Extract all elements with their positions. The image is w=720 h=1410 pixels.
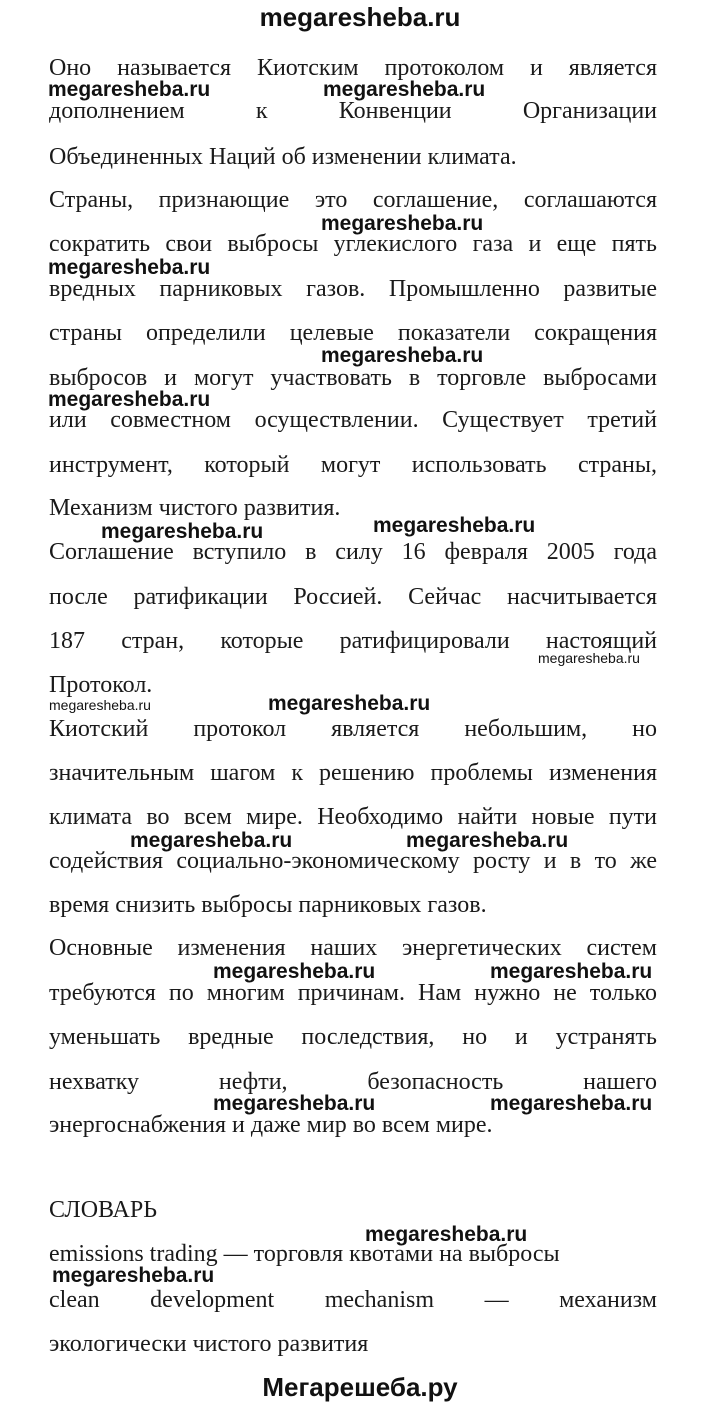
watermark: megaresheba.ru bbox=[213, 1092, 376, 1115]
watermark: megaresheba.ru bbox=[49, 697, 151, 713]
watermark: megaresheba.ru bbox=[52, 1264, 215, 1287]
watermark: megaresheba.ru bbox=[213, 960, 376, 983]
site-footer: Мегарешеба.ру bbox=[262, 1372, 458, 1402]
watermark: megaresheba.ru bbox=[365, 1223, 528, 1246]
vocabulary-entry: emissions trading — торговля квотами на выбросы bbox=[49, 1241, 560, 1267]
text-line: после ратификации Россией. Сейчас насчитывается bbox=[49, 584, 657, 610]
watermark: megaresheba.ru bbox=[321, 344, 484, 367]
watermark: megaresheba.ru bbox=[268, 692, 431, 715]
text-line: Оно называется Киотским протоколом и является bbox=[49, 55, 657, 81]
text-line: Механизм чистого развития. bbox=[49, 495, 341, 521]
text-line: климата во всем мире. Необходимо найти новые пути bbox=[49, 804, 657, 830]
watermark: megaresheba.ru bbox=[538, 650, 640, 666]
watermark: megaresheba.ru bbox=[323, 78, 486, 101]
text-line: выбросов и могут участвовать в торговле выбросами bbox=[49, 365, 657, 391]
site-header: megaresheba.ru bbox=[259, 2, 461, 32]
text-line: Основные изменения наших энергетических систем bbox=[49, 935, 657, 961]
text-line: Соглашение вступило в силу 16 февраля 2005 года bbox=[49, 539, 657, 565]
watermark: megaresheba.ru bbox=[490, 1092, 653, 1115]
watermark: megaresheba.ru bbox=[373, 514, 536, 537]
text-line: 187 стран, которые ратифицировали настоящий bbox=[49, 628, 657, 654]
watermark: megaresheba.ru bbox=[48, 388, 211, 411]
text-line: время снизить выбросы парниковых газов. bbox=[49, 892, 487, 918]
text-line: дополнением к Конвенции Организации bbox=[49, 98, 657, 124]
watermark: megaresheba.ru bbox=[406, 829, 569, 852]
text-line: энергоснабжения и даже мир во всем мире. bbox=[49, 1112, 493, 1138]
watermark: megaresheba.ru bbox=[101, 520, 264, 543]
watermark: megaresheba.ru bbox=[490, 960, 653, 983]
text-line: требуются по многим причинам. Нам нужно не только bbox=[49, 980, 657, 1006]
text-line: Страны, признающие это соглашение, соглашаются bbox=[49, 187, 657, 213]
text-line: уменьшать вредные последствия, но и устранять bbox=[49, 1024, 657, 1050]
text-line: страны определили целевые показатели сокращения bbox=[49, 320, 657, 346]
watermark: megaresheba.ru bbox=[48, 78, 211, 101]
text-line: или совместном осуществлении. Существует третий bbox=[49, 407, 657, 433]
vocabulary-heading: СЛОВАРЬ bbox=[49, 1197, 157, 1223]
text-line: вредных парниковых газов. Промышленно развитые bbox=[49, 276, 657, 302]
watermark: megaresheba.ru bbox=[321, 212, 484, 235]
vocabulary-entry: clean development mechanism — механизм bbox=[49, 1287, 657, 1313]
text-line: содействия социально-экономическому росту и в то же bbox=[49, 848, 657, 874]
vocabulary-entry: экологически чистого развития bbox=[49, 1331, 369, 1357]
text-line: Объединенных Наций об изменении климата. bbox=[49, 144, 517, 170]
watermark: megaresheba.ru bbox=[130, 829, 293, 852]
text-line: значительным шагом к решению проблемы изменения bbox=[49, 760, 657, 786]
text-line: нехватку нефти, безопасность нашего bbox=[49, 1069, 657, 1095]
watermark: megaresheba.ru bbox=[48, 256, 211, 279]
text-line: Киотский протокол является небольшим, но bbox=[49, 716, 657, 742]
text-line: сократить свои выбросы углекислого газа и еще пять bbox=[49, 231, 657, 257]
text-line: Протокол. bbox=[49, 672, 153, 698]
text-line: инструмент, который могут использовать страны, bbox=[49, 452, 657, 478]
